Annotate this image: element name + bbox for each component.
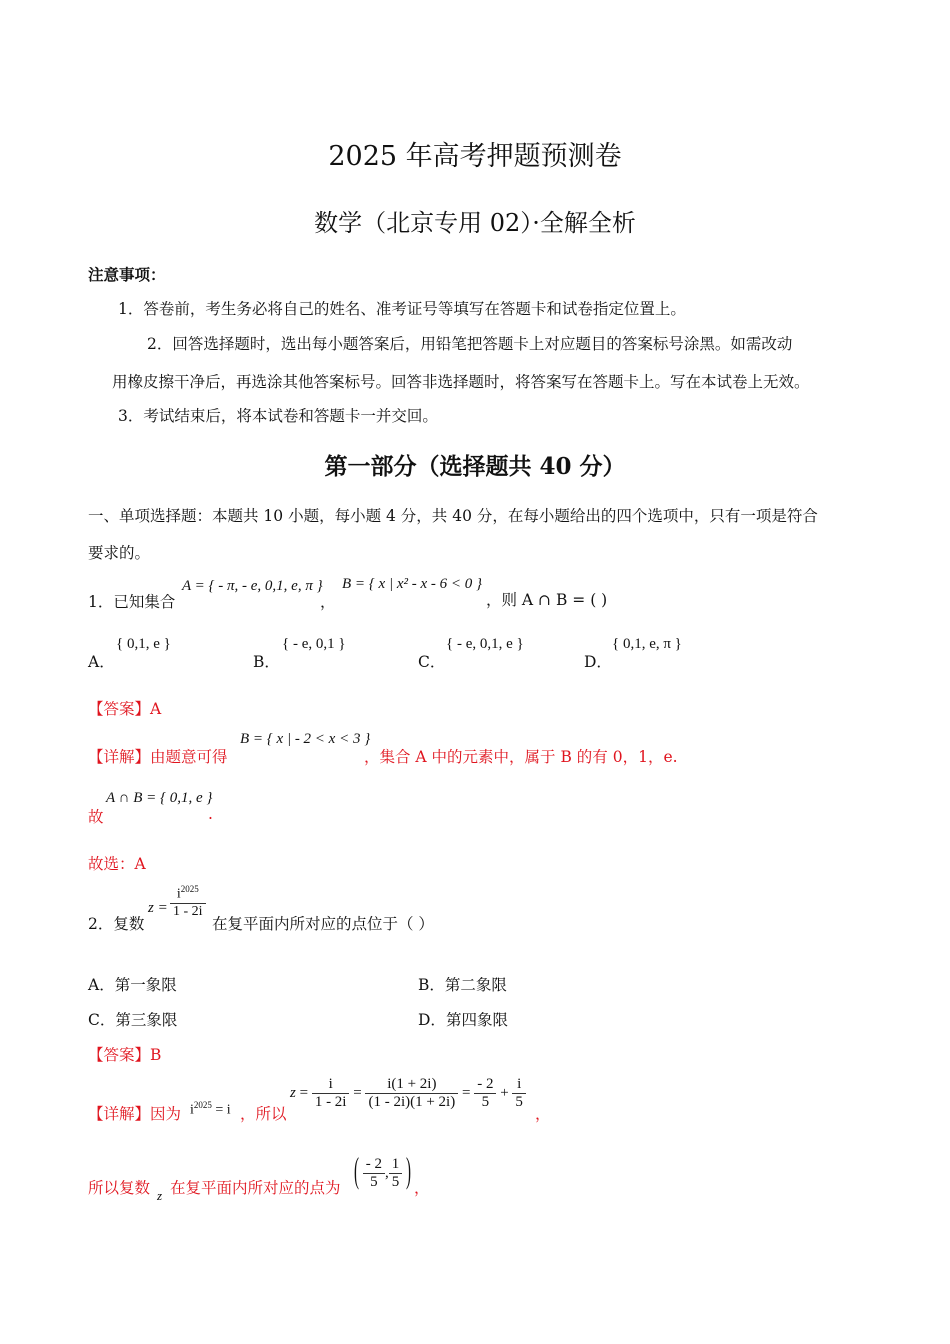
q1-option-c-value: { - e, 0,1, e } bbox=[446, 636, 524, 652]
section-intro: 一、单项选择题：本题共 10 小题，每小题 4 分，共 40 分，在每小题给出的四个选项中，只有一项是符合 bbox=[88, 507, 818, 525]
notice-heading: 注意事项： bbox=[88, 265, 166, 284]
q2-detail-mid: ，所以 bbox=[240, 1105, 287, 1123]
q2-point-mid: 在复平面内所对应的点为 bbox=[170, 1179, 341, 1197]
section-title: 第一部分（选择题共 40 分） bbox=[324, 453, 626, 480]
q2-num: i bbox=[176, 886, 181, 902]
q2-option-c: C．第三象限 bbox=[88, 1011, 178, 1029]
q1-conclusion-suffix: . bbox=[208, 805, 213, 823]
q1-set-b: B = { x | x² - x - 6 < 0 } bbox=[342, 576, 482, 592]
q2-point-coords: ( $\frac{- 2}{5}$ , $\frac{1}{5}$ ) bbox=[354, 1153, 411, 1192]
q2-point-end: ， bbox=[414, 1179, 430, 1197]
q2-detail-end: ， bbox=[535, 1105, 551, 1123]
section-intro-cont: 要求的。 bbox=[88, 544, 151, 562]
notice-item-2-cont: 用橡皮擦干净后，再选涂其他答案标号。回答非选择题时，将答案写在答题卡上。写在本试卷上无效。 bbox=[112, 373, 810, 391]
q1-prefix: 1．已知集合 bbox=[88, 593, 176, 611]
q2-suffix: 在复平面内所对应的点位于（ ） bbox=[212, 915, 434, 933]
q2-detail-equation: z = $\frac{i}{1 - 2i}$ = $\frac{i(1 + 2i)}{(1 - 2i)(1 + 2i)}$ = $\frac{- 2}{5}$ + $\frac{i}{5}$ bbox=[290, 1076, 526, 1112]
q1-option-d-letter: D． bbox=[584, 653, 612, 671]
q2-point-prefix: 所以复数 bbox=[88, 1179, 151, 1197]
q1-detail-suffix: ，集合 A 中的元素中，属于 B 的有 0，1，e. bbox=[364, 748, 678, 766]
q1-suffix: ，则 A ∩ B = ( ) bbox=[486, 591, 608, 609]
q2-point-z: z bbox=[157, 1188, 163, 1203]
q2-option-d: D．第四象限 bbox=[418, 1011, 508, 1029]
q2-z: z = bbox=[148, 900, 168, 916]
q2-option-a: A．第一象限 bbox=[88, 976, 177, 994]
q1-stem bbox=[88, 590, 175, 612]
q1-sep: ， bbox=[320, 593, 336, 611]
q1-option-d-value: { 0,1, e, π } bbox=[612, 636, 682, 652]
q1-option-c-letter: C． bbox=[418, 653, 446, 671]
page-title: 2025 年高考押题预测卷 bbox=[328, 141, 622, 172]
notice-item-3: 3．考试结束后，将本试卷和答题卡一并交回。 bbox=[118, 407, 438, 425]
q1-option-a-value: { 0,1, e } bbox=[116, 636, 171, 652]
q1-option-b-letter: B． bbox=[253, 653, 280, 671]
q2-eq-z: z bbox=[290, 1085, 296, 1102]
page-subtitle: 数学（北京专用 02）·全解全析 bbox=[314, 209, 636, 237]
q1-conclusion-math: A ∩ B = { 0,1, e } bbox=[106, 790, 213, 806]
q1-set-a: A = { - π, - e, 0,1, e, π } bbox=[182, 578, 323, 594]
q2-answer: 【答案】B bbox=[88, 1046, 162, 1064]
q2-detail-prefix: 【详解】因为 bbox=[88, 1105, 182, 1123]
q1-answer: 【答案】A bbox=[88, 700, 162, 718]
notice-item-1: 1．答卷前，考生务必将自己的姓名、准考证号等填写在答题卡和试卷指定位置上。 bbox=[118, 300, 686, 318]
q1-choice: 故选：A bbox=[88, 855, 146, 873]
q2-detail-power: $i^{2025} = i$ bbox=[190, 1100, 231, 1118]
q1-conclusion-prefix: 故 bbox=[88, 808, 104, 826]
q1-option-a-letter: A． bbox=[88, 653, 115, 671]
q2-prefix: 2．复数 bbox=[88, 915, 145, 933]
notice-item-2: 2．回答选择题时，选出每小题答案后，用铅笔把答题卡上对应题目的答案标号涂黑。如需改动 bbox=[147, 335, 793, 353]
q1-detail-math: B = { x | - 2 < x < 3 } bbox=[240, 731, 371, 747]
q1-detail-prefix: 【详解】由题意可得 bbox=[88, 748, 228, 766]
q2-option-b: B．第二象限 bbox=[418, 976, 507, 994]
q2-den: 1 - 2i bbox=[170, 903, 206, 920]
q2-fraction bbox=[170, 884, 206, 920]
q2-num-exp: 2025 bbox=[180, 884, 199, 894]
q1-option-b-value: { - e, 0,1 } bbox=[282, 636, 346, 652]
